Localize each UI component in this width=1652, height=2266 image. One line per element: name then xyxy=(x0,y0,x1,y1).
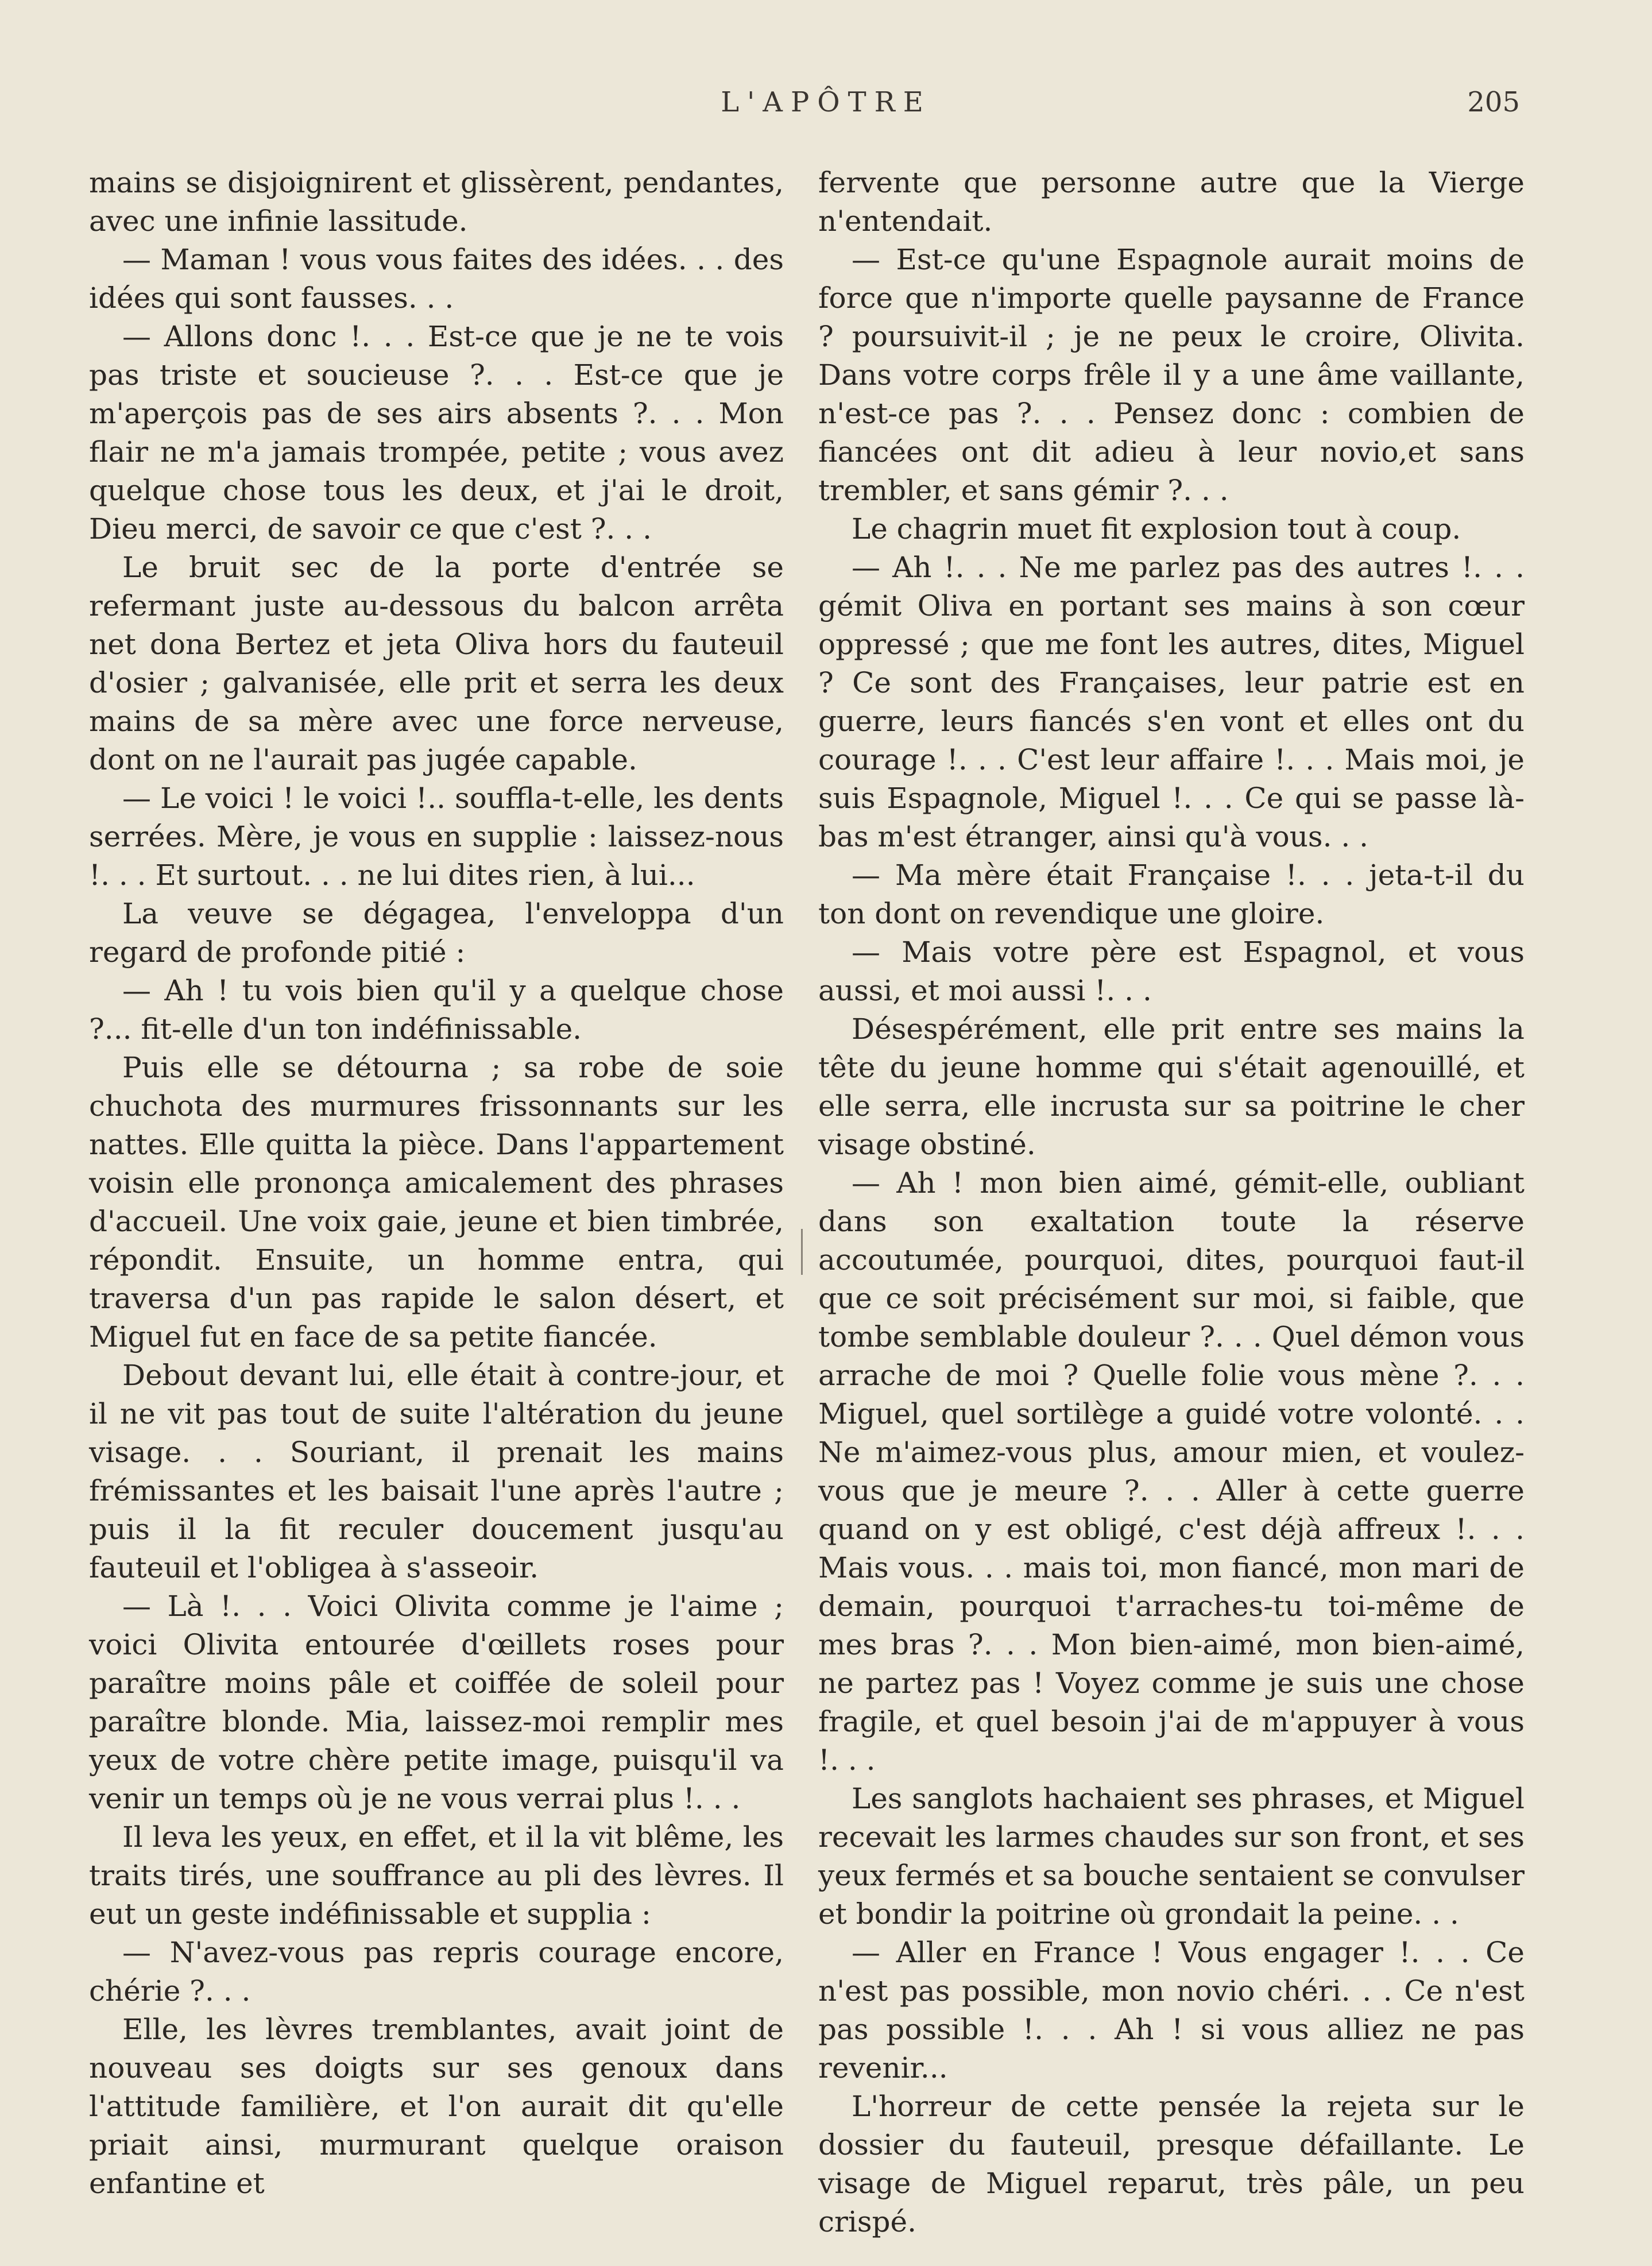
paragraph: — Là !. . . Voici Olivita comme je l'aime ; voici Olivita entourée d'œillets roses pour paraître moins pâle et coiffée de soleil pour paraître blonde. Mia, laissez-moi remplir mes yeux de votre chère petite image, puisqu'il va venir un temps où je ne vous verrai plus !. . . xyxy=(89,1590,784,1815)
paragraph: — Maman ! vous vous faites des idées. . . des idées qui sont fausses. . . xyxy=(89,243,784,315)
paragraph: L'horreur de cette pensée la rejeta sur le dossier du fauteuil, presque défaillante. Le visage de Miguel reparut, très pâle, un peu crispé. xyxy=(818,2090,1525,2238)
paragraph: fervente que personne autre que la Vierge n'entendait. xyxy=(818,166,1525,238)
paragraph: La veuve se dégagea, l'enveloppa d'un regard de profonde pitié : xyxy=(89,897,784,969)
paragraph: — Le voici ! le voici !.. souffla-t-elle, les dents serrées. Mère, je vous en supplie : laissez-nous !. . . Et surtout. . . ne lui dites rien, à lui... xyxy=(89,782,784,892)
running-head xyxy=(0,86,1652,126)
paragraph: — Ma mère était Française !. . . jeta-t-il du ton dont on revendique une gloire. xyxy=(818,859,1525,930)
paragraph: Le chagrin muet fit explosion tout à coup. xyxy=(852,512,1461,546)
running-title: L'APÔTRE xyxy=(721,86,931,118)
paragraph: mains se disjoignirent et glissèrent, pendantes, avec une infinie lassitude. xyxy=(89,166,784,238)
paragraph: Puis elle se détourna ; sa robe de soie chuchota des murmures frissonnants sur les nattes. Elle quitta la pièce. Dans l'appartement voisin elle prononça amicalement des phrases d'accueil. Une voix gaie, jeune et bien timbrée, répondit. Ensuite, un homme entra, qui traversa d'un pas rapide le salon désert, et Miguel fut en face de sa petite fiancée. xyxy=(89,1051,784,1354)
paragraph: — N'avez-vous pas repris courage encore, chérie ?. . . xyxy=(89,1936,784,2008)
paragraph: — Ah ! tu vois bien qu'il y a quelque chose ?... fit-elle d'un ton indéfinissable. xyxy=(89,974,784,1046)
paragraph: Désespérément, elle prit entre ses mains la tête du jeune homme qui s'était agenouillé, et elle serra, elle incrusta sur sa poitrine le cher visage obstiné. xyxy=(818,1012,1525,1161)
paragraph: — Ah !. . . Ne me parlez pas des autres !. . . gémit Oliva en portant ses mains à son cœur oppressé ; que me font les autres, dites, Miguel ? Ce sont des Françaises, leur patrie est en guerre, leurs fiancés s'en vont et elles ont du courage !. . . C'est leur affaire !. . . Mais moi, je suis Espagnole, Miguel !. . . Ce qui se passe là-bas m'est étranger, ainsi qu'à vous. . . xyxy=(818,551,1525,853)
paragraph: Le bruit sec de la porte d'entrée se refermant juste au-dessous du balcon arrêta net dona Bertez et jeta Oliva hors du fauteuil d'osier ; galvanisée, elle prit et serra les deux mains de sa mère avec une force nerveuse, dont on ne l'aurait pas jugée capable. xyxy=(89,551,784,776)
paragraph: Debout devant lui, elle était à contre-jour, et il ne vit pas tout de suite l'altération du jeune visage. . . Souriant, il prenait les mains frémissantes et les baisait l'une après l'autre ; puis il la fit reculer doucement jusqu'au fauteuil et l'obligea à s'asseoir. xyxy=(89,1359,784,1584)
paragraph: — Ah ! mon bien aimé, gémit-elle, oubliant dans son exaltation toute la réserve accoutumée, pourquoi, dites, pourquoi faut-il que ce soit précisément sur moi, si faible, que tombe semblable douleur ?. . . Quel démon vous arrache de moi ? Quelle folie vous mène ?. . . Miguel, quel sortilège a guidé votre volonté. . . Ne m'aimez-vous plus, amour mien, et voulez-vous que je meure ?. . . Aller à cette guerre quand on y est obligé, c'est déjà affreux !. . . Mais vous. . . mais toi, mon fiancé, mon mari de demain, pourquoi t'arraches-tu toi-même de mes bras ?. . . Mon bien-aimé, mon bien-aimé, ne partez pas ! Voyez comme je suis une chose fragile, et quel besoin j'ai de m'appuyer à vous !. . . xyxy=(818,1166,1525,1777)
paragraph: — Mais votre père est Espagnol, et vous aussi, et moi aussi !. . . xyxy=(818,935,1525,1007)
paragraph: Il leva les yeux, en effet, et il la vit blême, les traits tirés, une souffrance au pli des lèvres. Il eut un geste indéfinissable et supplia : xyxy=(89,1820,784,1931)
page-number: 205 xyxy=(1467,86,1520,118)
paragraph: Elle, les lèvres tremblantes, avait joint de nouveau ses doigts sur ses genoux dans l'attitude familière, et l'on aurait dit qu'elle priait ainsi, murmurant quelque oraison enfantine et xyxy=(89,2013,784,2200)
left-column xyxy=(89,164,784,2203)
paragraph: — Allons donc !. . . Est-ce que je ne te vois pas triste et soucieuse ?. . . Est-ce que je m'aperçois pas de ses airs absents ?. . . Mon flair ne m'a jamais trompée, petite ; vous avez quelque chose tous les deux, et j'ai le droit, Dieu merci, de savoir ce que c'est ?. . . xyxy=(89,320,784,546)
paragraph: Les sanglots hachaient ses phrases, et Miguel recevait les larmes chaudes sur son front, et ses yeux fermés et sa bouche sentaient se convulser et bondir la poitrine où grondait la peine. . . xyxy=(818,1782,1525,1931)
column-divider xyxy=(801,1229,803,1275)
paragraph: — Aller en France ! Vous engager !. . . Ce n'est pas possible, mon novio chéri. . . Ce n'est pas possible !. . . Ah ! si vous alliez ne pas revenir... xyxy=(818,1936,1525,2085)
paragraph: — Est-ce qu'une Espagnole aurait moins de force que n'importe quelle paysanne de France ? poursuivit-il ; je ne peux le croire, Olivita. Dans votre corps frêle il y a une âme vaillante, n'est-ce pas ?. . . Pensez donc : combien de fiancées ont dit adieu à leur novio,et sans trembler, et sans gémir ?. . . xyxy=(818,243,1525,507)
right-column xyxy=(818,164,1525,2241)
